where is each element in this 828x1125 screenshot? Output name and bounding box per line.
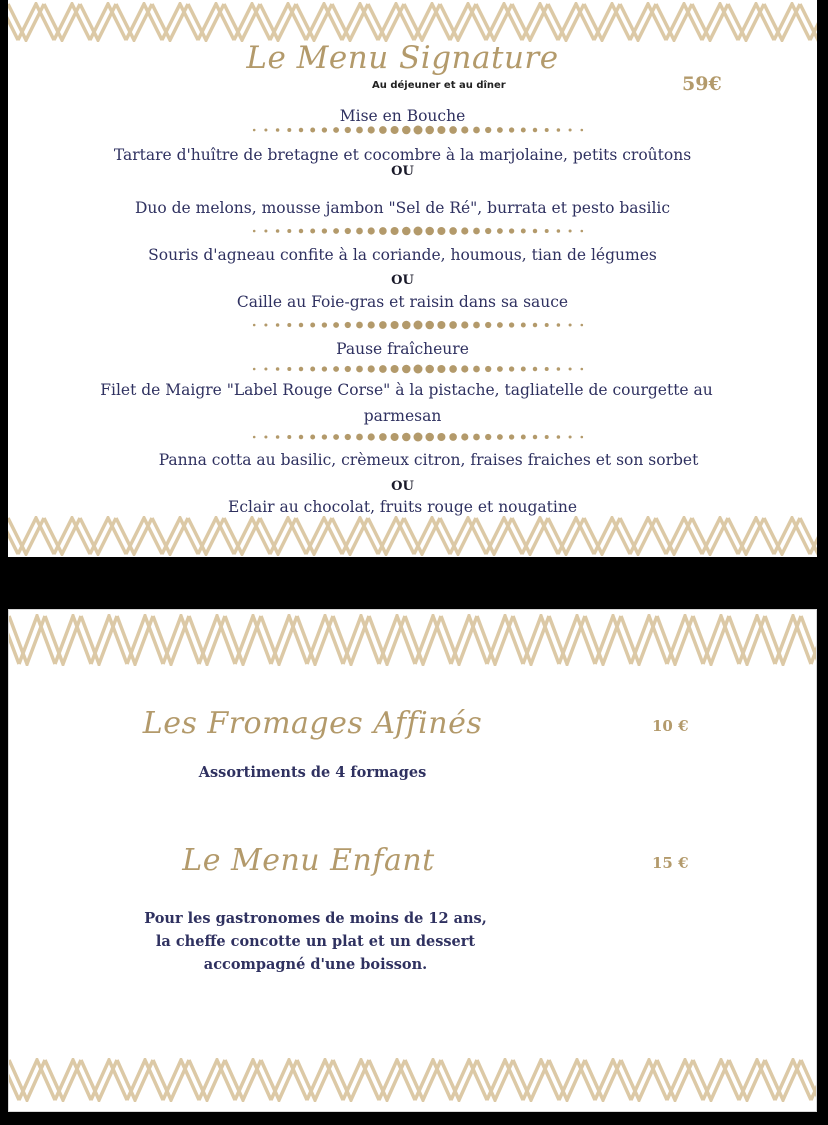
pause-item: Pause fraîcheure — [336, 340, 469, 358]
cheese-title: Les Fromages Affinés — [142, 706, 483, 741]
dot-divider — [8, 123, 817, 137]
cheese-kids-card — [8, 609, 817, 1112]
starter-option-2: Duo de melons, mousse jambon "Sel de Ré", burrata et pesto basilic — [134, 199, 671, 217]
kids-title: Le Menu Enfant — [182, 843, 435, 878]
kids-price: 15 € — [652, 854, 689, 872]
fish-course-line-1: Filet de Maigre "Label Rouge Corse" à la pistache, tagliatelle de courgette au — [100, 381, 713, 399]
or-separator: OU — [391, 273, 414, 288]
bottom-border-pattern — [8, 516, 817, 556]
cheese-price: 10 € — [652, 717, 689, 735]
main-option-1: Souris d'agneau confite à la coriande, houmous, tian de légumes — [148, 246, 657, 264]
main-option-2: Caille au Foie-gras et raisin dans sa sauce — [236, 293, 569, 311]
dot-divider — [8, 224, 817, 238]
top-border-pattern — [8, 2, 817, 42]
or-separator: OU — [391, 164, 414, 179]
dot-divider — [8, 362, 817, 376]
dot-divider — [8, 430, 817, 444]
dot-divider — [8, 318, 817, 332]
starter-option-1: Tartare d'huître de bretagne et cocombre à la marjolaine, petits croûtons — [113, 146, 692, 164]
fish-course-line-2: parmesan — [363, 407, 442, 425]
dessert-option-2: Eclair au chocolat, fruits rouge et nougatine — [228, 498, 577, 516]
signature-menu-card — [8, 0, 817, 557]
kids-description-line-3: accompagné d'une boisson. — [203, 956, 428, 973]
top-border-pattern — [9, 614, 816, 666]
bottom-border-pattern — [9, 1058, 816, 1102]
amuse-bouche: Mise en Bouche — [339, 107, 466, 125]
cheese-description: Assortiments de 4 formages — [198, 764, 427, 781]
signature-subtitle: Au déjeuner et au dîner — [372, 80, 506, 91]
kids-description-line-2: la cheffe concotte un plat et un dessert — [155, 933, 476, 950]
kids-description-line-1: Pour les gastronomes de moins de 12 ans, — [144, 910, 487, 927]
dessert-option-1: Panna cotta au basilic, crèmeux citron, fraises fraiches et son sorbet — [158, 451, 699, 469]
or-separator: OU — [391, 479, 414, 494]
signature-price: 59€ — [682, 73, 722, 95]
signature-title: Le Menu Signature — [246, 40, 559, 76]
